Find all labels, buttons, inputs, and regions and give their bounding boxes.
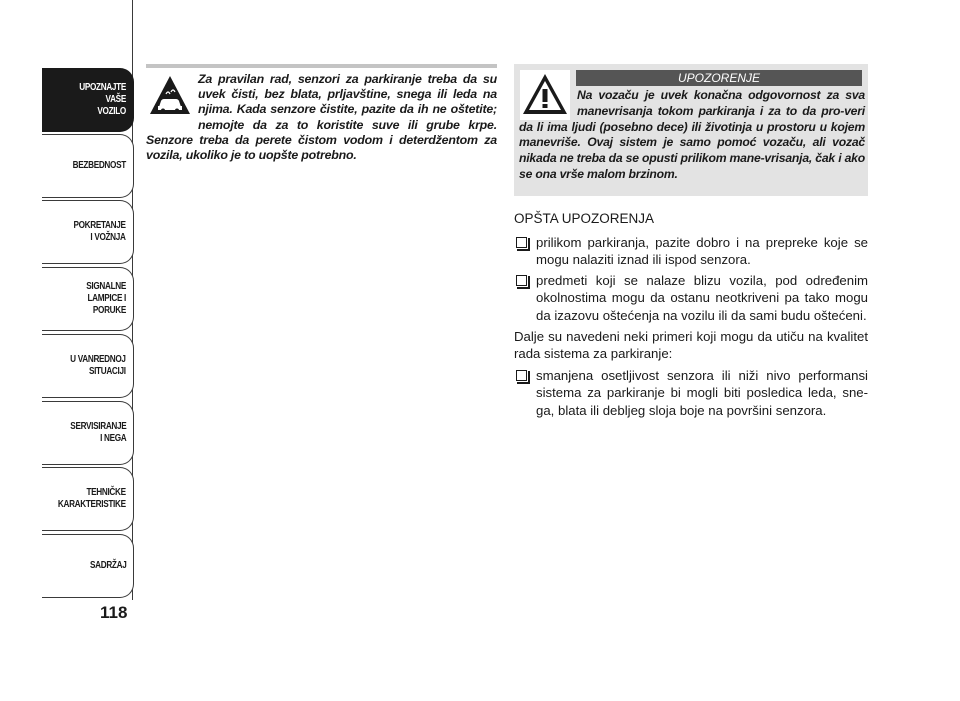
- tab-servisiranje-i-nega[interactable]: [42, 401, 134, 465]
- list-item-text: prilikom parkiranja, pazite dobro i na prepreke koje se mogu nalaziti iznad ili ispod senzora.: [536, 235, 868, 268]
- body-paragraph: Dalje su navedeni neki primeri koji mogu da utiču na kvalitet rada sistema za parkiranje:: [514, 329, 868, 362]
- section-heading: OPŠTA UPOZORENJA: [514, 211, 655, 226]
- general-bullets: [514, 234, 868, 419]
- list-item-text: predmeti koji se nalaze blizu vozila, pod određenim okolnostima mogu da ostanu neotkriveni pa tako mogu da izazovu oštećenja na vozilu ili da sami budu oštećeni.: [536, 272, 868, 323]
- tab-label: U VANREDNOJ SITUACIJI: [70, 354, 126, 377]
- tab-label: SERVISIRANJE I NEGA: [69, 421, 126, 444]
- chapter-sidebar: [0, 0, 140, 701]
- tab-signalne-lampice[interactable]: [42, 267, 134, 331]
- tab-u-vanrednoj-situaciji[interactable]: [42, 334, 134, 398]
- tab-label: TEHNIČKE KARAKTERISTIKE: [58, 487, 126, 510]
- checkbox-bullet-icon: [516, 237, 527, 248]
- note-text: Za pravilan rad, senzori za parkiranje treba da su uvek čisti, bez blata, prljavštine, snega ili leda na njima. Kada senzore čistite, pazite da ih ne oštetite; nemojte da za to koristite suve ili grube krpe. Senzore treba da perete čistom vodom i deterdžentom za vozila, ukoliko je to uopšte potrebno.: [146, 72, 497, 163]
- car-wash-note-icon: [148, 74, 192, 118]
- warning-text-block: [519, 88, 865, 183]
- warning-header: UPOZORENJE: [576, 70, 862, 86]
- warning-text: Na vozaču je uvek konačna odgovornost za sva manevrisanja tokom parkiranja i za to da pro-veri da li ima ljudi (posebno dece) ili životinja u prostoru u kojem manevriše. Ovaj sistem je samo pomoć vozaču, ali vozač nikada ne treba da se opusti prilikom mane-vrisanja, čak i ako se ona vrše malom brzinom.: [519, 88, 865, 181]
- page-number: 118: [100, 603, 128, 622]
- tab-sadrzaj[interactable]: [42, 534, 134, 598]
- tab-upoznajte-vase-vozilo[interactable]: [42, 68, 134, 132]
- tab-label: POKRETANJE I VOŽNJA: [73, 220, 126, 243]
- checkbox-bullet-icon: [516, 275, 527, 286]
- tab-label: UPOZNAJTE VAŠE VOZILO: [79, 82, 126, 117]
- tab-bezbednost[interactable]: [42, 134, 134, 198]
- tab-label: BEZBEDNOST: [72, 160, 126, 171]
- tab-label: SADRŽAJ: [89, 560, 126, 571]
- checkbox-bullet-icon: [516, 370, 527, 381]
- tab-tehnicke-karakteristike[interactable]: [42, 467, 134, 531]
- list-item-text: smanjena osetljivost senzora ili niži nivo performansi sistema za parkiranje bi mogli biti posledica leda, sne-ga, blata ili debljeg sloja boje na površini senzora.: [536, 367, 868, 418]
- tab-pokretanje-i-voznja[interactable]: [42, 200, 134, 264]
- note-text-block: [146, 72, 497, 163]
- list-item: [514, 234, 868, 269]
- list-item: [514, 367, 868, 419]
- note-top-rule: [146, 64, 497, 68]
- tab-label: SIGNALNE LAMPICE I PORUKE: [86, 281, 126, 316]
- list-item: [514, 272, 868, 324]
